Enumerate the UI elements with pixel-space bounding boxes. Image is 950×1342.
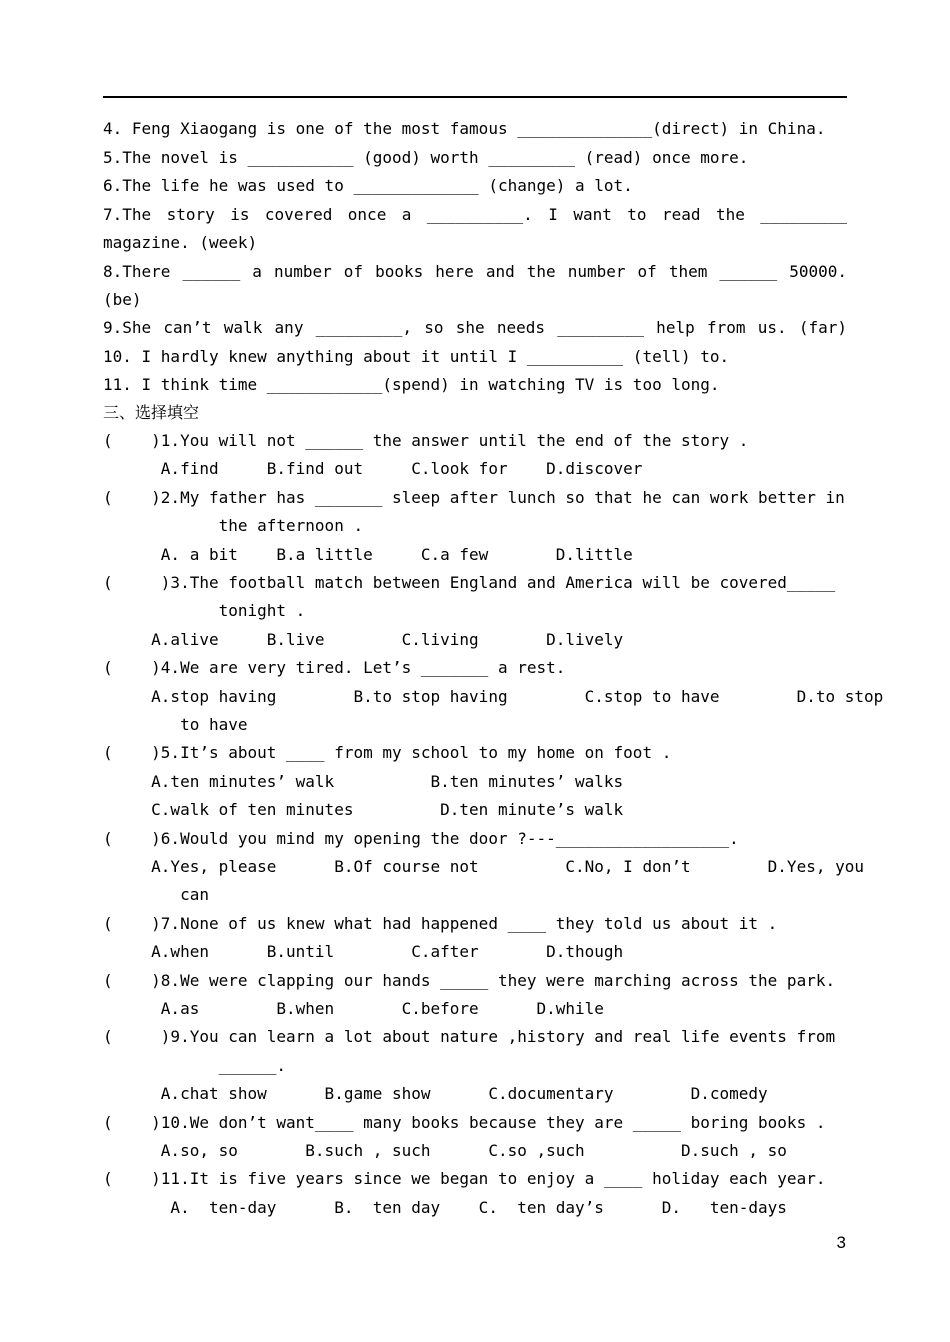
question-line: ( )5.It’s about ____ from my school to my home on foot .	[103, 743, 672, 763]
fill-in-line: 8.There ______ a number of books here and the number of them ______ 50000.	[103, 262, 847, 281]
page-number: 3	[836, 1233, 846, 1252]
question-line: ( )9.You can learn a lot about nature ,history and real life events from	[103, 1027, 836, 1047]
question-line: ( )7.None of us knew what had happened ____ they told us about it .	[103, 913, 778, 933]
options-line: ______.	[103, 1055, 287, 1075]
question-line: ( )10.We don’t want____ many books because they are _____ boring books .	[103, 1112, 826, 1132]
fill-in-line: (be)	[103, 290, 142, 309]
fill-in-line: 9.She can’t walk any _________, so she needs _________ help from us. (far)	[103, 318, 847, 337]
options-line: A.ten minutes’ walk B.ten minutes’ walks	[103, 771, 624, 791]
section-heading: 三、选择填空	[103, 403, 200, 422]
question-line: ( )4.We are very tired. Let’s _______ a rest.	[103, 658, 566, 678]
options-line: A. a bit B.a little C.a few D.little	[103, 544, 633, 564]
options-line: A.so, so B.such , such C.so ,such D.such , so	[103, 1141, 787, 1160]
question-line: ( )11.It is five years since we began to enjoy a ____ holiday each year.	[103, 1169, 826, 1189]
question-line: ( )3.The football match between England and America will be covered_____	[103, 573, 836, 592]
fill-in-line: 6.The life he was used to _____________ (change) a lot.	[103, 176, 633, 195]
options-line: tonight .	[103, 601, 306, 621]
options-line: C.walk of ten minutes D.ten minute’s walk	[103, 800, 624, 820]
question-line: ( )1.You will not ______ the answer until the end of the story .	[103, 431, 749, 450]
options-line: the afternoon .	[103, 516, 364, 536]
options-line: can	[103, 885, 209, 905]
options-line: A.stop having B.to stop having C.stop to have D.to stop	[103, 686, 884, 706]
fill-in-line: 11. I think time ____________(spend) in watching TV is too long.	[103, 375, 720, 394]
options-line: A.when B.until C.after D.though	[103, 942, 624, 962]
question-line: ( )2.My father has _______ sleep after lunch so that he can work better in	[103, 487, 845, 507]
question-line: ( )6.Would you mind my opening the door ?---__________________.	[103, 828, 739, 848]
options-line: A.as B.when C.before D.while	[103, 999, 604, 1018]
options-line: to have	[103, 715, 248, 734]
fill-in-line: 10. I hardly knew anything about it until I __________ (tell) to.	[103, 347, 730, 366]
fill-in-line: 5.The novel is ___________ (good) worth _________ (read) once more.	[103, 148, 749, 167]
options-line: A.find B.find out C.look for D.discover	[103, 459, 643, 479]
fill-in-line: 7.The story is covered once a __________. I want to read the _________	[103, 205, 847, 224]
fill-in-line: magazine. (week)	[103, 233, 258, 252]
fill-in-line: 4. Feng Xiaogang is one of the most famous ______________(direct) in China.	[103, 119, 826, 138]
options-line: A. ten-day B. ten day C. ten day’s D. ten-days	[103, 1197, 787, 1217]
options-line: A.alive B.live C.living D.lively	[103, 629, 624, 649]
options-line: A.chat show B.game show C.documentary D.comedy	[103, 1084, 768, 1104]
header-rule	[103, 96, 847, 98]
options-line: A.Yes, please B.Of course not C.No, I don’t D.Yes, you	[103, 857, 864, 876]
question-line: ( )8.We were clapping our hands _____ they were marching across the park.	[103, 970, 836, 990]
